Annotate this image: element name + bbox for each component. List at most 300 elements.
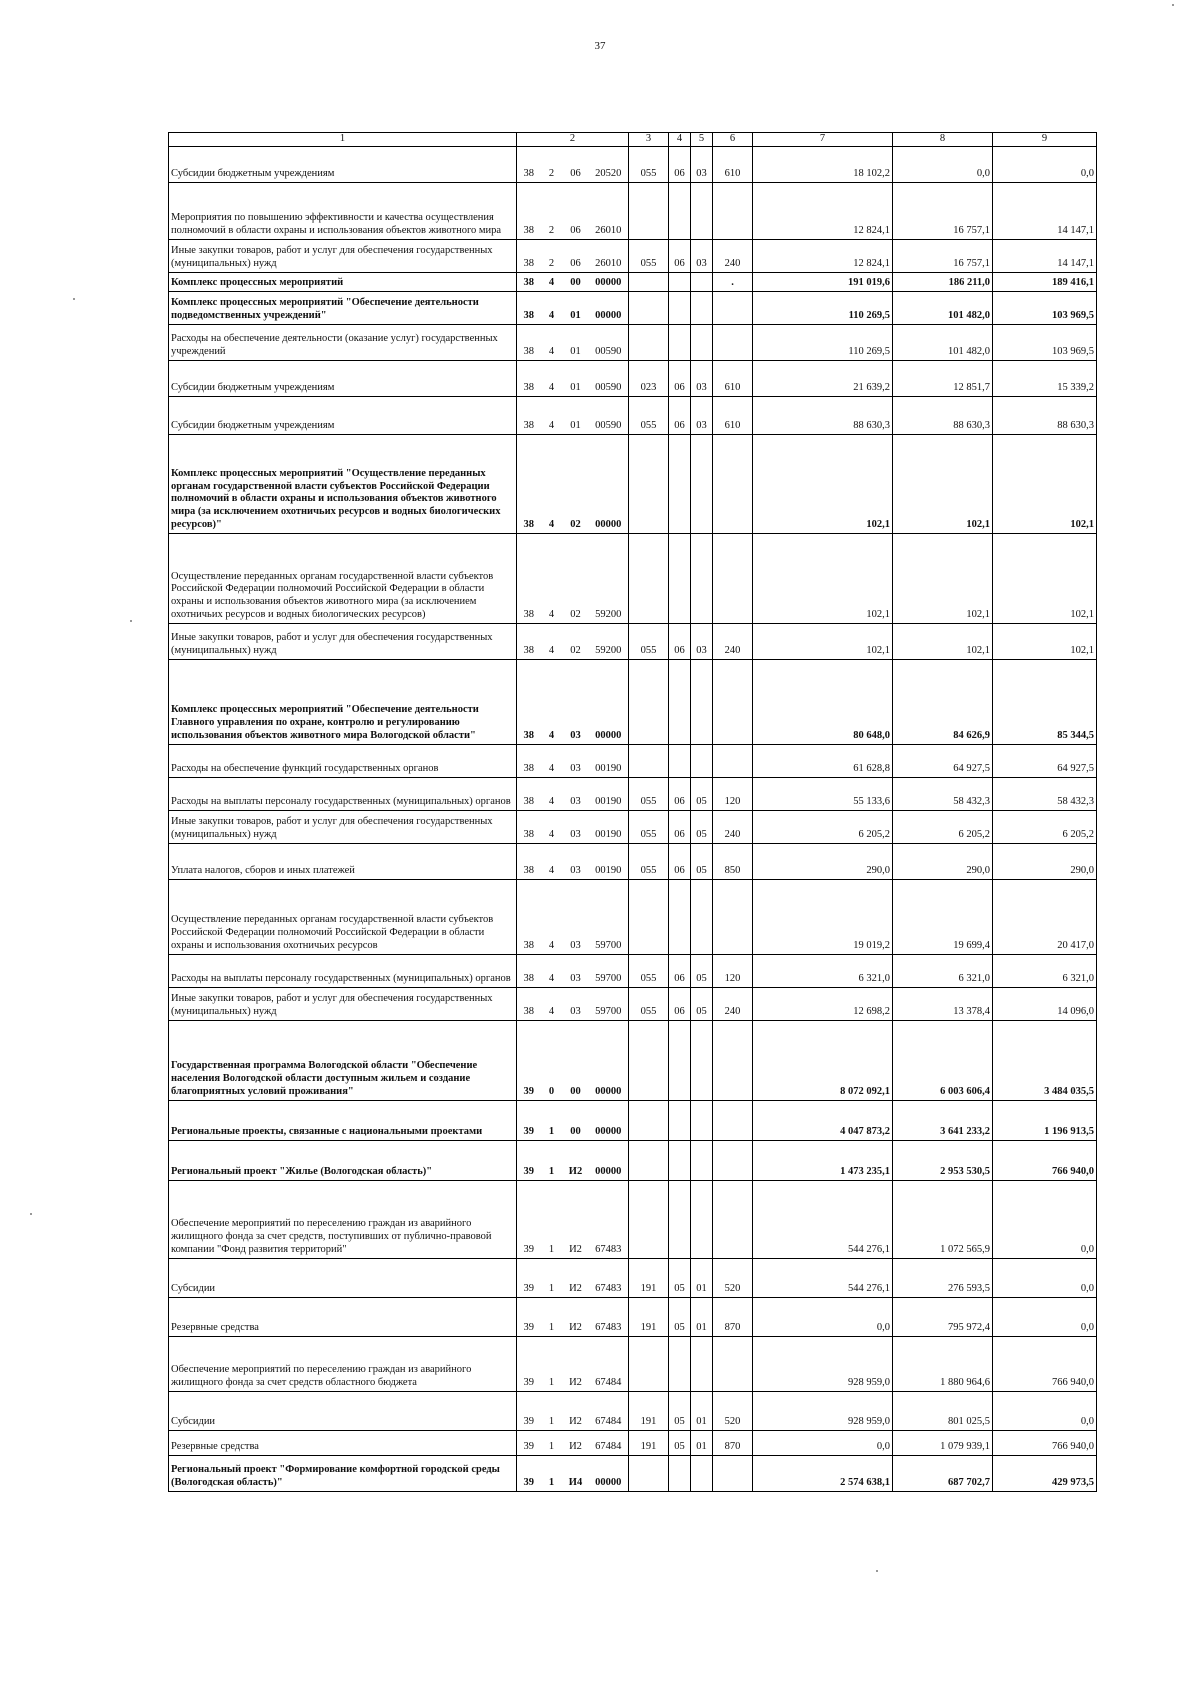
cell-c3: 055 bbox=[629, 810, 669, 843]
cell-c9: 0,0 bbox=[993, 1180, 1097, 1258]
cell-c3: 055 bbox=[629, 987, 669, 1020]
table-row bbox=[169, 360, 1097, 396]
cell-k1: 38 bbox=[517, 239, 541, 272]
cell-name: Субсидии бюджетным учреждениям bbox=[169, 146, 517, 182]
cell-k1: 38 bbox=[517, 954, 541, 987]
table-row bbox=[169, 659, 1097, 744]
cell-name: Обеспечение мероприятий по переселению граждан из аварийного жилищного фонда за счет средств областного бюджета bbox=[169, 1336, 517, 1391]
cell-c6 bbox=[713, 659, 753, 744]
cell-k4: 00590 bbox=[589, 396, 629, 434]
table-row bbox=[169, 182, 1097, 239]
cell-c9: 1 196 913,5 bbox=[993, 1100, 1097, 1140]
cell-c6: 520 bbox=[713, 1391, 753, 1430]
cell-c5: 01 bbox=[691, 1258, 713, 1297]
cell-c3: 055 bbox=[629, 623, 669, 659]
cell-c4: 06 bbox=[669, 810, 691, 843]
cell-c8: 101 482,0 bbox=[893, 324, 993, 360]
cell-c8: 58 432,3 bbox=[893, 777, 993, 810]
cell-c7: 8 072 092,1 bbox=[753, 1020, 893, 1100]
cell-name: Резервные средства bbox=[169, 1297, 517, 1336]
cell-c8: 687 702,7 bbox=[893, 1455, 993, 1491]
cell-k3: 02 bbox=[563, 623, 589, 659]
cell-c5 bbox=[691, 434, 713, 533]
cell-c6 bbox=[713, 1020, 753, 1100]
cell-c9: 14 096,0 bbox=[993, 987, 1097, 1020]
cell-c7: 21 639,2 bbox=[753, 360, 893, 396]
cell-c6 bbox=[713, 324, 753, 360]
cell-k4: 00000 bbox=[589, 1455, 629, 1491]
cell-k2: 4 bbox=[541, 623, 563, 659]
cell-k4: 00000 bbox=[589, 1100, 629, 1140]
cell-c6: 520 bbox=[713, 1258, 753, 1297]
cell-k4: 00190 bbox=[589, 843, 629, 879]
table-row bbox=[169, 879, 1097, 954]
cell-k3: 01 bbox=[563, 396, 589, 434]
cell-c7: 6 205,2 bbox=[753, 810, 893, 843]
cell-c9: 290,0 bbox=[993, 843, 1097, 879]
cell-c7: 928 959,0 bbox=[753, 1391, 893, 1430]
cell-k3: И4 bbox=[563, 1455, 589, 1491]
cell-name: Расходы на обеспечение функций государственных органов bbox=[169, 744, 517, 777]
cell-k3: 00 bbox=[563, 1020, 589, 1100]
cell-c9: 102,1 bbox=[993, 533, 1097, 623]
cell-c7: 110 269,5 bbox=[753, 324, 893, 360]
cell-c4: 05 bbox=[669, 1297, 691, 1336]
cell-c3 bbox=[629, 744, 669, 777]
table-header bbox=[169, 133, 1097, 147]
cell-c8: 101 482,0 bbox=[893, 291, 993, 324]
table-row bbox=[169, 987, 1097, 1020]
cell-c6 bbox=[713, 1336, 753, 1391]
table-row bbox=[169, 533, 1097, 623]
cell-name: Иные закупки товаров, работ и услуг для обеспечения государственных (муниципальных) нужд bbox=[169, 987, 517, 1020]
cell-c4 bbox=[669, 744, 691, 777]
cell-c9: 15 339,2 bbox=[993, 360, 1097, 396]
table-row bbox=[169, 1258, 1097, 1297]
cell-c9: 0,0 bbox=[993, 1297, 1097, 1336]
cell-c9: 103 969,5 bbox=[993, 324, 1097, 360]
cell-k1: 38 bbox=[517, 146, 541, 182]
cell-c4: 06 bbox=[669, 623, 691, 659]
cell-c8: 0,0 bbox=[893, 146, 993, 182]
cell-k4: 20520 bbox=[589, 146, 629, 182]
cell-k4: 67484 bbox=[589, 1391, 629, 1430]
cell-c3 bbox=[629, 1455, 669, 1491]
cell-c4: 06 bbox=[669, 146, 691, 182]
cell-c7: 102,1 bbox=[753, 533, 893, 623]
cell-c3 bbox=[629, 291, 669, 324]
cell-c9: 58 432,3 bbox=[993, 777, 1097, 810]
cell-c7: 2 574 638,1 bbox=[753, 1455, 893, 1491]
cell-c9: 6 205,2 bbox=[993, 810, 1097, 843]
cell-c3: 055 bbox=[629, 396, 669, 434]
cell-c4 bbox=[669, 1180, 691, 1258]
header-col-3: 3 bbox=[629, 133, 669, 147]
cell-c3 bbox=[629, 272, 669, 291]
cell-c3 bbox=[629, 533, 669, 623]
cell-c5 bbox=[691, 1140, 713, 1180]
table-row bbox=[169, 1100, 1097, 1140]
cell-c8: 12 851,7 bbox=[893, 360, 993, 396]
cell-c4: 06 bbox=[669, 987, 691, 1020]
cell-k4: 00000 bbox=[589, 434, 629, 533]
cell-k1: 38 bbox=[517, 879, 541, 954]
cell-c6 bbox=[713, 1180, 753, 1258]
cell-c9: 85 344,5 bbox=[993, 659, 1097, 744]
table-row bbox=[169, 954, 1097, 987]
table-row bbox=[169, 810, 1097, 843]
scan-speck bbox=[130, 620, 132, 622]
cell-k3: 03 bbox=[563, 659, 589, 744]
cell-c5 bbox=[691, 272, 713, 291]
table-row bbox=[169, 239, 1097, 272]
cell-k1: 38 bbox=[517, 987, 541, 1020]
header-col-6: 6 bbox=[713, 133, 753, 147]
cell-c7: 290,0 bbox=[753, 843, 893, 879]
cell-c5 bbox=[691, 533, 713, 623]
cell-k3: И2 bbox=[563, 1140, 589, 1180]
cell-c5: 01 bbox=[691, 1297, 713, 1336]
cell-c3: 055 bbox=[629, 843, 669, 879]
cell-c3: 055 bbox=[629, 239, 669, 272]
cell-c7: 88 630,3 bbox=[753, 396, 893, 434]
cell-c8: 290,0 bbox=[893, 843, 993, 879]
cell-c4 bbox=[669, 1140, 691, 1180]
cell-c4: 05 bbox=[669, 1258, 691, 1297]
cell-c6: 120 bbox=[713, 777, 753, 810]
cell-c7: 4 047 873,2 bbox=[753, 1100, 893, 1140]
cell-k2: 4 bbox=[541, 659, 563, 744]
header-col-9: 9 bbox=[993, 133, 1097, 147]
cell-k2: 4 bbox=[541, 810, 563, 843]
cell-k4: 67484 bbox=[589, 1430, 629, 1455]
cell-k1: 38 bbox=[517, 843, 541, 879]
table-row bbox=[169, 1430, 1097, 1455]
cell-c3 bbox=[629, 1140, 669, 1180]
cell-c4: 05 bbox=[669, 1391, 691, 1430]
header-col-7: 7 bbox=[753, 133, 893, 147]
cell-c6 bbox=[713, 879, 753, 954]
cell-c4 bbox=[669, 272, 691, 291]
cell-k2: 4 bbox=[541, 954, 563, 987]
cell-c4 bbox=[669, 879, 691, 954]
cell-k4: 00590 bbox=[589, 324, 629, 360]
cell-c5: 01 bbox=[691, 1430, 713, 1455]
cell-c6: 870 bbox=[713, 1297, 753, 1336]
cell-c8: 16 757,1 bbox=[893, 239, 993, 272]
cell-k2: 4 bbox=[541, 879, 563, 954]
cell-k3: И2 bbox=[563, 1180, 589, 1258]
cell-c3: 191 bbox=[629, 1391, 669, 1430]
cell-c5 bbox=[691, 1180, 713, 1258]
cell-c4 bbox=[669, 1100, 691, 1140]
cell-c5: 03 bbox=[691, 146, 713, 182]
cell-k2: 1 bbox=[541, 1430, 563, 1455]
cell-k2: 2 bbox=[541, 146, 563, 182]
cell-c4 bbox=[669, 182, 691, 239]
table-row bbox=[169, 1180, 1097, 1258]
cell-k1: 38 bbox=[517, 324, 541, 360]
cell-c3 bbox=[629, 1020, 669, 1100]
cell-k3: 03 bbox=[563, 954, 589, 987]
cell-c7: 12 698,2 bbox=[753, 987, 893, 1020]
cell-k4: 00000 bbox=[589, 1140, 629, 1180]
cell-c9: 766 940,0 bbox=[993, 1140, 1097, 1180]
table-row bbox=[169, 1020, 1097, 1100]
cell-c3: 191 bbox=[629, 1258, 669, 1297]
cell-k4: 67483 bbox=[589, 1258, 629, 1297]
cell-c5: 03 bbox=[691, 396, 713, 434]
cell-c7: 55 133,6 bbox=[753, 777, 893, 810]
cell-k2: 0 bbox=[541, 1020, 563, 1100]
cell-name: Субсидии бюджетным учреждениям bbox=[169, 360, 517, 396]
cell-k1: 39 bbox=[517, 1100, 541, 1140]
table-row bbox=[169, 324, 1097, 360]
cell-c6: 610 bbox=[713, 146, 753, 182]
cell-k3: 03 bbox=[563, 744, 589, 777]
cell-c9: 20 417,0 bbox=[993, 879, 1097, 954]
cell-c8: 6 321,0 bbox=[893, 954, 993, 987]
cell-c6 bbox=[713, 291, 753, 324]
cell-k2: 1 bbox=[541, 1455, 563, 1491]
cell-k1: 39 bbox=[517, 1430, 541, 1455]
cell-k2: 1 bbox=[541, 1180, 563, 1258]
cell-c8: 88 630,3 bbox=[893, 396, 993, 434]
header-col-4: 4 bbox=[669, 133, 691, 147]
cell-name: Субсидии bbox=[169, 1391, 517, 1430]
cell-c9: 3 484 035,5 bbox=[993, 1020, 1097, 1100]
cell-c3 bbox=[629, 182, 669, 239]
cell-k1: 39 bbox=[517, 1258, 541, 1297]
cell-k3: 01 bbox=[563, 291, 589, 324]
cell-c3 bbox=[629, 1180, 669, 1258]
cell-c3 bbox=[629, 324, 669, 360]
cell-c7: 928 959,0 bbox=[753, 1336, 893, 1391]
cell-k2: 4 bbox=[541, 434, 563, 533]
cell-c6 bbox=[713, 533, 753, 623]
cell-name: Региональные проекты, связанные с национальными проектами bbox=[169, 1100, 517, 1140]
cell-k2: 4 bbox=[541, 843, 563, 879]
cell-k3: И2 bbox=[563, 1258, 589, 1297]
cell-c7: 0,0 bbox=[753, 1297, 893, 1336]
cell-c5: 05 bbox=[691, 777, 713, 810]
cell-name: Иные закупки товаров, работ и услуг для обеспечения государственных (муниципальных) нужд bbox=[169, 623, 517, 659]
cell-c8: 276 593,5 bbox=[893, 1258, 993, 1297]
cell-name: Региональный проект "Жилье (Вологодская область)" bbox=[169, 1140, 517, 1180]
cell-c5: 01 bbox=[691, 1391, 713, 1430]
cell-k4: 00190 bbox=[589, 810, 629, 843]
table-row bbox=[169, 623, 1097, 659]
cell-c3: 191 bbox=[629, 1430, 669, 1455]
cell-c5: 05 bbox=[691, 954, 713, 987]
cell-k2: 4 bbox=[541, 777, 563, 810]
cell-name: Комплекс процессных мероприятий "Осуществление переданных органам государственной власти субъектов Российской Федерации полномочий в области охраны и использования объектов животного мира (за исключением охотничьих ресурсов и водных биологических ресурсов)" bbox=[169, 434, 517, 533]
cell-name: Субсидии bbox=[169, 1258, 517, 1297]
cell-k1: 39 bbox=[517, 1391, 541, 1430]
cell-k1: 39 bbox=[517, 1455, 541, 1491]
cell-k3: 00 bbox=[563, 1100, 589, 1140]
cell-name: Расходы на выплаты персоналу государственных (муниципальных) органов bbox=[169, 777, 517, 810]
cell-c5 bbox=[691, 744, 713, 777]
cell-k3: 03 bbox=[563, 843, 589, 879]
cell-k3: 01 bbox=[563, 324, 589, 360]
cell-c4: 06 bbox=[669, 396, 691, 434]
cell-c6: 240 bbox=[713, 987, 753, 1020]
cell-c4: 06 bbox=[669, 360, 691, 396]
cell-c3: 191 bbox=[629, 1297, 669, 1336]
cell-c9: 102,1 bbox=[993, 623, 1097, 659]
cell-c8: 84 626,9 bbox=[893, 659, 993, 744]
cell-name: Государственная программа Вологодской области "Обеспечение населения Вологодской области доступным жильем и создание благоприятных условий проживания" bbox=[169, 1020, 517, 1100]
table-row bbox=[169, 1336, 1097, 1391]
cell-name: Осуществление переданных органам государственной власти субъектов Российской Федерации полномочий Российской Федерации в области охраны и использования объектов животного мира (за исключением охотничьих ресурсов и водных биологических ресурсов) bbox=[169, 533, 517, 623]
scan-speck bbox=[876, 1570, 878, 1572]
cell-k2: 1 bbox=[541, 1140, 563, 1180]
cell-c6: 240 bbox=[713, 810, 753, 843]
cell-c8: 1 079 939,1 bbox=[893, 1430, 993, 1455]
cell-name: Комплекс процессных мероприятий bbox=[169, 272, 517, 291]
cell-c7: 80 648,0 bbox=[753, 659, 893, 744]
cell-name: Расходы на обеспечение деятельности (оказание услуг) государственных учреждений bbox=[169, 324, 517, 360]
cell-c6: . bbox=[713, 272, 753, 291]
budget-table bbox=[168, 132, 1097, 1492]
cell-name: Комплекс процессных мероприятий "Обеспечение деятельности Главного управления по охране, контролю и регулированию использования объектов животного мира Вологодской области" bbox=[169, 659, 517, 744]
cell-c3: 055 bbox=[629, 954, 669, 987]
cell-k2: 4 bbox=[541, 291, 563, 324]
cell-c4: 06 bbox=[669, 954, 691, 987]
cell-k1: 38 bbox=[517, 360, 541, 396]
cell-c8: 19 699,4 bbox=[893, 879, 993, 954]
table-row bbox=[169, 1140, 1097, 1180]
cell-k4: 00000 bbox=[589, 659, 629, 744]
cell-c5 bbox=[691, 1336, 713, 1391]
cell-c8: 3 641 233,2 bbox=[893, 1100, 993, 1140]
cell-c5 bbox=[691, 1020, 713, 1100]
cell-k1: 39 bbox=[517, 1140, 541, 1180]
cell-c7: 102,1 bbox=[753, 434, 893, 533]
cell-k3: 06 bbox=[563, 239, 589, 272]
cell-k4: 67483 bbox=[589, 1180, 629, 1258]
cell-k3: 02 bbox=[563, 434, 589, 533]
cell-k2: 4 bbox=[541, 987, 563, 1020]
header-col-8: 8 bbox=[893, 133, 993, 147]
table-row bbox=[169, 1455, 1097, 1491]
cell-name: Расходы на выплаты персоналу государственных (муниципальных) органов bbox=[169, 954, 517, 987]
cell-c7: 544 276,1 bbox=[753, 1180, 893, 1258]
cell-c6: 120 bbox=[713, 954, 753, 987]
cell-k4: 00000 bbox=[589, 291, 629, 324]
cell-k3: И2 bbox=[563, 1391, 589, 1430]
cell-name: Иные закупки товаров, работ и услуг для обеспечения государственных (муниципальных) нужд bbox=[169, 810, 517, 843]
cell-c6: 610 bbox=[713, 360, 753, 396]
cell-c8: 16 757,1 bbox=[893, 182, 993, 239]
cell-c7: 19 019,2 bbox=[753, 879, 893, 954]
table-row bbox=[169, 744, 1097, 777]
cell-k2: 4 bbox=[541, 272, 563, 291]
cell-k3: 01 bbox=[563, 360, 589, 396]
cell-k1: 38 bbox=[517, 434, 541, 533]
cell-c4: 06 bbox=[669, 239, 691, 272]
cell-c6 bbox=[713, 1100, 753, 1140]
cell-c7: 110 269,5 bbox=[753, 291, 893, 324]
cell-c9: 0,0 bbox=[993, 146, 1097, 182]
cell-c3: 055 bbox=[629, 777, 669, 810]
cell-c8: 801 025,5 bbox=[893, 1391, 993, 1430]
header-row bbox=[169, 133, 1097, 147]
cell-k3: 00 bbox=[563, 272, 589, 291]
cell-k4: 67483 bbox=[589, 1297, 629, 1336]
cell-c8: 64 927,5 bbox=[893, 744, 993, 777]
cell-name: Обеспечение мероприятий по переселению граждан из аварийного жилищного фонда за счет средств, поступивших от публично-правовой компании "Фонд развития территорий" bbox=[169, 1180, 517, 1258]
scan-speck bbox=[30, 1213, 32, 1215]
table-body bbox=[169, 146, 1097, 1491]
cell-c6 bbox=[713, 1455, 753, 1491]
cell-c8: 102,1 bbox=[893, 533, 993, 623]
cell-c9: 0,0 bbox=[993, 1258, 1097, 1297]
cell-c7: 544 276,1 bbox=[753, 1258, 893, 1297]
cell-k4: 00190 bbox=[589, 777, 629, 810]
cell-c7: 102,1 bbox=[753, 623, 893, 659]
cell-c5: 05 bbox=[691, 810, 713, 843]
cell-c3 bbox=[629, 434, 669, 533]
cell-c9: 429 973,5 bbox=[993, 1455, 1097, 1491]
header-col-1: 1 bbox=[169, 133, 517, 147]
cell-k4: 59200 bbox=[589, 623, 629, 659]
table-row bbox=[169, 396, 1097, 434]
cell-c5 bbox=[691, 659, 713, 744]
cell-name: Мероприятия по повышению эффективности и качества осуществления полномочий в области охраны и использования объектов животного мира bbox=[169, 182, 517, 239]
header-col-5: 5 bbox=[691, 133, 713, 147]
cell-c4: 05 bbox=[669, 1430, 691, 1455]
cell-c4 bbox=[669, 434, 691, 533]
cell-k2: 2 bbox=[541, 239, 563, 272]
cell-c6: 870 bbox=[713, 1430, 753, 1455]
cell-c8: 13 378,4 bbox=[893, 987, 993, 1020]
cell-k2: 1 bbox=[541, 1297, 563, 1336]
cell-k3: И2 bbox=[563, 1336, 589, 1391]
cell-k3: 03 bbox=[563, 987, 589, 1020]
cell-k2: 4 bbox=[541, 360, 563, 396]
cell-k1: 38 bbox=[517, 659, 541, 744]
cell-c8: 102,1 bbox=[893, 623, 993, 659]
table-row bbox=[169, 777, 1097, 810]
cell-c5: 03 bbox=[691, 360, 713, 396]
cell-c3: 055 bbox=[629, 146, 669, 182]
table-row bbox=[169, 146, 1097, 182]
cell-c4 bbox=[669, 1336, 691, 1391]
cell-c6 bbox=[713, 1140, 753, 1180]
cell-c8: 102,1 bbox=[893, 434, 993, 533]
cell-name: Региональный проект "Формирование комфортной городской среды (Вологодская область)" bbox=[169, 1455, 517, 1491]
cell-c9: 64 927,5 bbox=[993, 744, 1097, 777]
cell-c5 bbox=[691, 879, 713, 954]
cell-k3: 06 bbox=[563, 182, 589, 239]
cell-c7: 1 473 235,1 bbox=[753, 1140, 893, 1180]
cell-c6: 240 bbox=[713, 623, 753, 659]
cell-c8: 6 205,2 bbox=[893, 810, 993, 843]
cell-k3: 02 bbox=[563, 533, 589, 623]
cell-c4 bbox=[669, 659, 691, 744]
table-row bbox=[169, 1391, 1097, 1430]
cell-c9: 0,0 bbox=[993, 1391, 1097, 1430]
cell-c7: 12 824,1 bbox=[753, 239, 893, 272]
cell-c9: 14 147,1 bbox=[993, 239, 1097, 272]
cell-k1: 38 bbox=[517, 182, 541, 239]
cell-k1: 38 bbox=[517, 396, 541, 434]
cell-c8: 6 003 606,4 bbox=[893, 1020, 993, 1100]
scan-speck bbox=[73, 298, 75, 300]
cell-c9: 189 416,1 bbox=[993, 272, 1097, 291]
